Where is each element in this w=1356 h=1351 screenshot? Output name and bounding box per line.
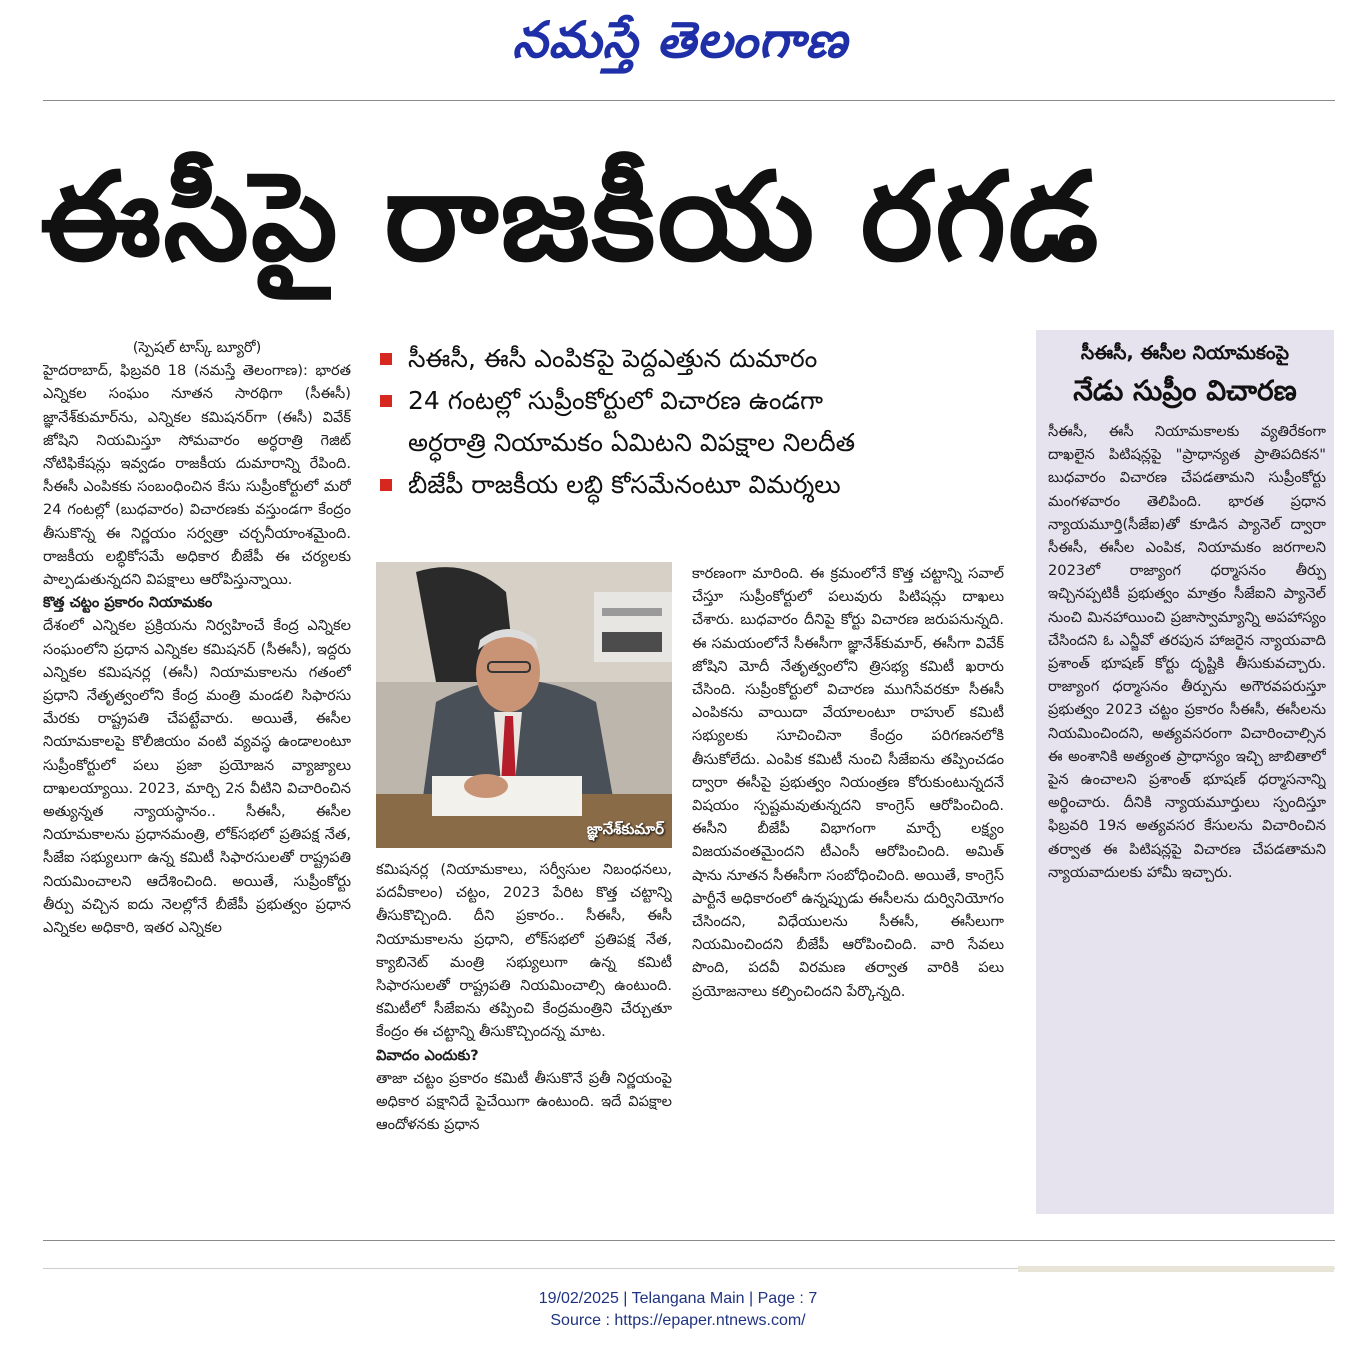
sidebar-body	[1048, 420, 1326, 1210]
deck-bullet-continued	[376, 422, 1012, 464]
deck-bullet	[376, 464, 1012, 506]
deck-bullet-text: 24 గంటల్లో సుప్రీంకోర్టులో విచారణ ఉండగా	[408, 386, 824, 415]
bottom-rule	[43, 1240, 1335, 1241]
deck-bullets	[376, 338, 1012, 550]
article-paragraph: దేశంలో ఎన్నికల ప్రక్రియను నిర్వహించే కేంద్ర ఎన్నికల సంఘంలోని ప్రధాన ఎన్నికల కమిషనర్ (సీఈసీ), ఇద్దరు ఎన్నికల కమిషనర్ల (ఈసీ) నియామకాలను గతంలో ప్రధాని నేతృత్వంలోని కేంద్ర మంత్రి మండలి సిఫారసు మేరకు రాష్ట్రపతి చేపట్టేవారు. అయితే, ఈసీల నియామకాలపై కొలీజియం వంటి వ్యవస్థ ఉండాలంటూ సుప్రీంకోర్టులో పలు ప్రజా ప్రయోజన వ్యాజ్యాలు దాఖలయ్యాయి. 2023, మార్చి 2న వీటిని విచారించిన అత్యున్నత న్యాయస్థానం.. సీఈసీ, ఈసీల నియామకాలను ప్రధానమంత్రి, లోక్‌సభలో ప్రతిపక్ష నేత, సీజేఐ సభ్యులుగా ఉన్న కమిటీ సిఫారసులతో రాష్ట్రపతి నియమించాలని ఆదేశించింది. అయితే, సుప్రీంకోర్టు తీర్పు వచ్చిన ఐదు నెలల్లోనే బీజేపీ ప్రభుత్వం ప్రధాన ఎన్నికల అధికారి, ఇతర ఎన్నికల	[43, 617, 351, 937]
deck-bullet-text: సీఈసీ, ఈసీ ఎంపికపై పెద్దఎత్తున దుమారం	[408, 344, 818, 373]
deck-bullet-text: బీజేపీ రాజకీయ లబ్ధి కోసమేనంటూ విమర్శలు	[408, 470, 841, 499]
article-column-2	[376, 858, 672, 1220]
article-paragraph: కారణంగా మారింది. ఈ క్రమంలోనే కొత్త చట్టాన్ని సవాల్ చేస్తూ సుప్రీంకోర్టులో పలువురు పిటిషన్లు దాఖలు చేశారు. బుధవారం దీనిపై కోర్టు విచారణ జరుపనున్నది. ఈ సమయంలోనే సీఈసీగా జ్ఞానేశ్‌కుమార్, ఈసీగా వివేక్ జోషిని మోదీ నేతృత్వంలోని త్రిసభ్య కమిటీ ఖరారు చేసింది. సుప్రీంకోర్టులో విచారణ ముగిసేవరకూ సీఈసీ ఎంపికను వాయిదా వేయాలంటూ రాహుల్ కమిటీ సభ్యులకు సూచించినా కేంద్రం పరిగణనలోకి తీసుకోలేదు. ఎంపిక కమిటీ నుంచి సీజేఐను తప్పించడం ద్వారా ఈసీపై ప్రభుత్వం నియంత్రణ కోరుకుంటున్నదనే విషయం స్పష్టమవుతున్నదని కాంగ్రెస్ ఆరోపించింది. ఈసీని బీజేపీ విభాగంగా మార్చే లక్ష్యం విజయవంతమైందని టీఎంసీ ఆరోపించింది. అమిత్ షాను నూతన సీఈసీగా సంబోధించింది. అయితే, కాంగ్రెస్ పార్టీనే అధికారంలో ఉన్నప్పుడు ఈసీలను దుర్వినియోగం చేసిందని, విధేయులను సీఈసీ, ఈసీలుగా నియమించిందని బీజేపీ ఆరోపించింది. వారి సేవలు పొంది, పదవీ విరమణ తర్వాత వారికి పలు ప్రయోజనాలు కల్పించిందని పేర్కొన్నది.	[692, 565, 1004, 1000]
article-column-3	[692, 562, 1004, 1222]
bullet-square-icon	[380, 353, 392, 365]
photo-caption: జ్ఞానేశ్‌కుమార్	[586, 820, 664, 838]
headline: ఈసీపై రాజకీయ రగడ	[40, 146, 1101, 288]
sidebar-paragraph: సీఈసీ, ఈసీ నియామకాలకు వ్యతిరేకంగా దాఖలైన పిటిషన్లపై "ప్రాధాన్యత ప్రాతిపదికన" బుధవారం విచారణ చేపడతామని సుప్రీంకోర్టు మంగళవారం తెలిపింది. భారత ప్రధాన న్యాయమూర్తి(సీజేఐ)తో కూడిన ప్యానెల్ ద్వారా సీఈసీ, ఈసీల ఎంపిక, నియామకం జరగాలని 2023లో రాజ్యాంగ ధర్మాసనం తీర్పు ఇచ్చినప్పటికీ ప్రభుత్వం మాత్రం సీజేఐని ప్యానెల్ నుంచి మినహాయించి ప్రజాస్వామ్యాన్ని అపహాస్యం చేసిందని ఓ ఎన్జీవో తరపున హాజరైన న్యాయవాది ప్రశాంత్ భూషణ్ కోర్టు దృష్టికి తీసుకువచ్చారు. రాజ్యాంగ ధర్మాసనం తీర్పును అగౌరవపరుస్తూ ప్రభుత్వం 2023 చట్టం ప్రకారం సీఈసీ, ఈసీలను నియమించిందని, అత్యవసరంగా విచారించాల్సిన ఈ అంశానికి అత్యంత ప్రాధాన్యం ఇచ్చి జాబితాలో పైన ఉంచాలని ప్రశాంత్ భూషణ్ ధర్మాసనాన్ని అర్థించారు. దీనికి న్యాయమూర్తులు స్పందిస్తూ ఫిబ్రవరి 19న అత్యవసర కేసులను విచారించిన తర్వాత ఈ పిటిషన్లపై విచారణ చేపడతామని న్యాయవాదులకు హామీ ఇచ్చారు.	[1048, 423, 1326, 881]
sidebar-title: నేడు సుప్రీం విచారణ	[1073, 374, 1297, 407]
byline: (స్పెషల్ టాస్క్ బ్యూరో)	[132, 339, 262, 356]
page-footer	[0, 1288, 1356, 1332]
article-paragraph: హైదరాబాద్, ఫిబ్రవరి 18 (నమస్తే తెలంగాణ): భారత ఎన్నికల సంఘం నూతన సారథిగా (సీఈసీ) జ్ఞానేశ్‌కుమార్‌ను, ఎన్నికల కమిషనర్‌గా (ఈసీ) వివేక్ జోషిని నియమిస్తూ సోమవారం అర్ధరాత్రి గెజిట్ నోటిఫికేషన్లు ఇవ్వడం రాజకీయ దుమారాన్ని రేపింది. సీఈసీ ఎంపికకు సంబంధించిన కేసు సుప్రీంకోర్టులో మరో 24 గంటల్లో (బుధవారం) విచారణకు వస్తుండగా కేంద్రం తీసుకొన్న ఈ నిర్ణయం సర్వత్రా చర్చనీయాంశమైంది. రాజకీయ లబ్ధికోసమే అధికార బీజేపీ ఈ చర్యలకు పాల్పడుతున్నదని విపక్షాలు ఆరోపిస్తున్నాయి.	[43, 362, 351, 589]
masthead-logo: నమస్తే తెలంగాణ	[512, 11, 848, 69]
article-paragraph: కమిషనర్ల (నియామకాలు, సర్వీసుల నిబంధనలు, పదవీకాలం) చట్టం, 2023 పేరిట కొత్త చట్టాన్ని తీసుకొచ్చింది. దీని ప్రకారం.. సీఈసీ, ఈసీ నియామకాలను ప్రధాని, లోక్‌సభలో ప్రతిపక్ష నేత, క్యాబినెట్ మంత్రి సభ్యులుగా ఉన్న కమిటీ సిఫారసులతో రాష్ట్రపతి నియమించాల్సి ఉంటుంది. కమిటీలో సీజేఐను తప్పించి కేంద్రమంత్రిని చేర్చుతూ కేంద్రం ఈ చట్టాన్ని తీసుకొచ్చిందన్న మాట.	[376, 861, 672, 1041]
deck-bullet	[376, 380, 1012, 422]
subheading: కొత్త చట్టం ప్రకారం నియామకం	[43, 594, 213, 612]
sidebar-box	[1036, 330, 1334, 1214]
bullet-square-icon	[380, 479, 392, 491]
footer-source-line: Source : https://epaper.ntnews.com/	[550, 1312, 806, 1329]
footer-date-line: 19/02/2025 | Telangana Main | Page : 7	[538, 1290, 818, 1307]
article-paragraph: తాజా చట్టం ప్రకారం కమిటీ తీసుకొనే ప్రతీ నిర్ణయంపై అధికార పక్షానిదే పైచేయిగా ఉంటుంది. ఇదే విపక్షాల ఆందోళనకు ప్రధాన	[376, 1069, 672, 1134]
news-photo	[376, 562, 672, 848]
top-rule	[43, 100, 1335, 101]
footer-edge-strip	[1018, 1266, 1334, 1272]
bullet-square-icon	[380, 395, 392, 407]
sidebar-kicker: సీఈసీ, ఈసీల నియామకంపై	[1080, 342, 1290, 364]
photo-illustration	[376, 562, 672, 848]
deck-bullet	[376, 338, 1012, 380]
deck-bullet-text: అర్ధరాత్రి నియామకం ఏమిటని విపక్షాల నిలదీత	[408, 428, 856, 457]
subheading: వివాదం ఎందుకు?	[376, 1046, 479, 1064]
article-column-1	[43, 336, 351, 1216]
